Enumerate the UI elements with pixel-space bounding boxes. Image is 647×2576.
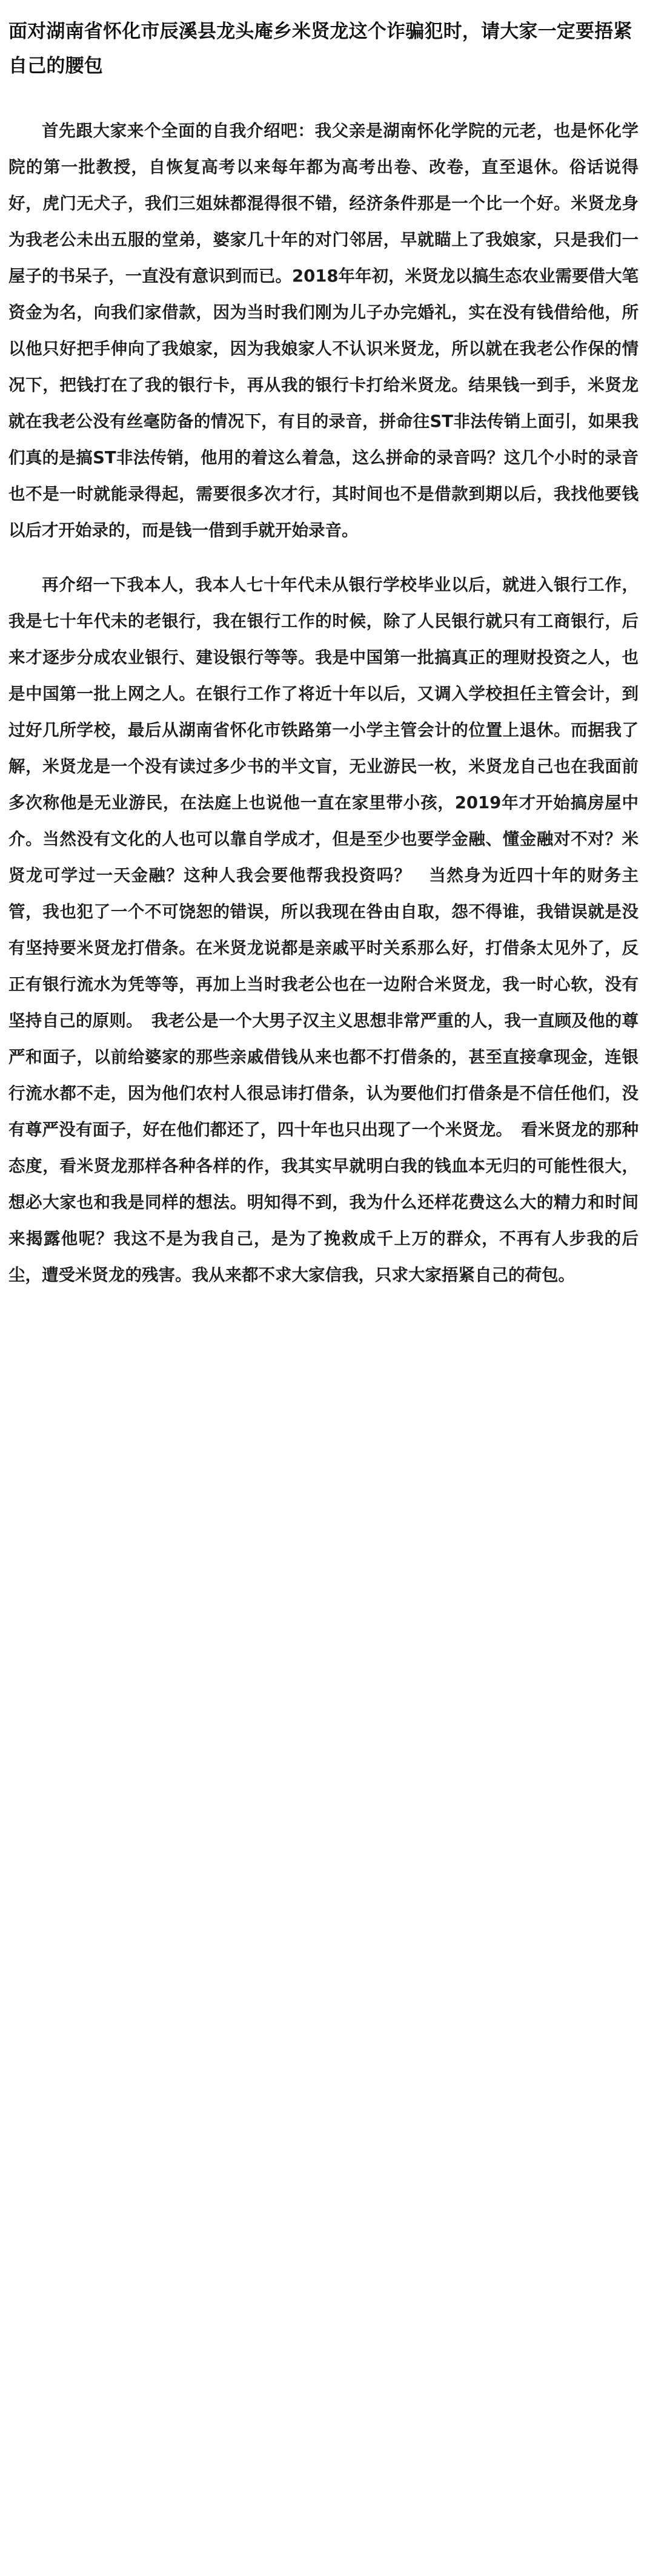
- article-paragraph: 再介绍一下我本人，我本人七十年代未从银行学校毕业以后，就进入银行工作，我是七十年代未的老银行，我在银行工作的时候，除了人民银行就只有工商银行，后来才逐步分成农业银行、建设银行等等。我是中国第一批搞真正的理财投资之人，也是中国第一批上网之人。在银行工作了将近十年以后，又调入学校担任主管会计，到过好几所学校，最后从湖南省怀化市铁路第一小学主管会计的位置上退休。而据我了解，米贤龙是一个没有读过多少书的半文盲，无业游民一枚，米贤龙自己也在我面前多次称他是无业游民，在法庭上也说他一直在家里带小孩，2019年才开始搞房屋中介。当然没有文化的人也可以靠自学成才，但是至少也要学金融、懂金融对不对？米贤龙可学过一天金融？这种人我会要他帮我投资吗？ 当然身为近四十年的财务主管，我也犯了一个不可饶恕的错误，所以我现在咎由自取，怨不得谁，我错误就是没有坚持要米贤龙打借条。在米贤龙说都是亲戚平时关系那么好，打借条太见外了，反正有银行流水为凭等等，再加上当时我老公也在一边附合米贤龙，我一时心软，没有坚持自己的原则。 我老公是一个大男子汉主义思想非常严重的人，我一直顾及他的尊严和面子，以前给婆家的那些亲戚借钱从来也都不打借条的，甚至直接拿现金，连银行流水都不走，因为他们农村人很忌讳打借条，认为要他们打借条是不信任他们，没有尊严没有面子，好在他们都还了，四十年也只出现了一个米贤龙。 看米贤龙的那种态度，看米贤龙那样各种各样的作，我其实早就明白我的钱血本无归的可能性很大，想必大家也和我是同样的想法。明知得不到，我为什么还样花费这么大的精力和时间来揭露他呢？我这不是为我自己，是为了挽救成千上万的群众，不再有人步我的后尘，遭受米贤龙的残害。我从来都不求大家信我，只求大家捂紧自己的荷包。: [8, 575, 639, 1285]
- article-body: [8, 113, 639, 1293]
- article-paragraph: 首先跟大家来个全面的自我介绍吧：我父亲是湖南怀化学院的元老，也是怀化学院的第一批教授，自恢复高考以来每年都为高考出卷、改卷，直至退休。俗话说得好，虎门无犬子，我们三姐妹都混得很不错，经济条件那是一个比一个好。米贤龙身为我老公未出五服的堂弟，婆家几十年的对门邻居，早就瞄上了我娘家，只是我们一屋子的书呆子，一直没有意识到而已。2018年年初，米贤龙以搞生态农业需要借大笔资金为名，向我们家借款，因为当时我们刚为儿子办完婚礼，实在没有钱借给他，所以他只好把手伸向了我娘家，因为我娘家人不认识米贤龙，所以就在我老公作保的情况下，把钱打在了我的银行卡，再从我的银行卡打给米贤龙。结果钱一到手，米贤龙就在我老公没有丝毫防备的情况下，有目的录音，拼命往ST非法传销上面引，如果我们真的是搞ST非法传销，他用的着这么着急，这么拼命的录音吗？这几个小时的录音也不是一时就能录得起，需要很多次才行，其时间也不是借款到期以后，我找他要钱以后才开始录的，而是钱一借到手就开始录音。: [8, 121, 639, 540]
- article-title: 面对湖南省怀化市辰溪县龙头庵乡米贤龙这个诈骗犯时，请大家一定要捂紧自己的腰包: [8, 21, 632, 77]
- title-body-spacer: [8, 92, 639, 113]
